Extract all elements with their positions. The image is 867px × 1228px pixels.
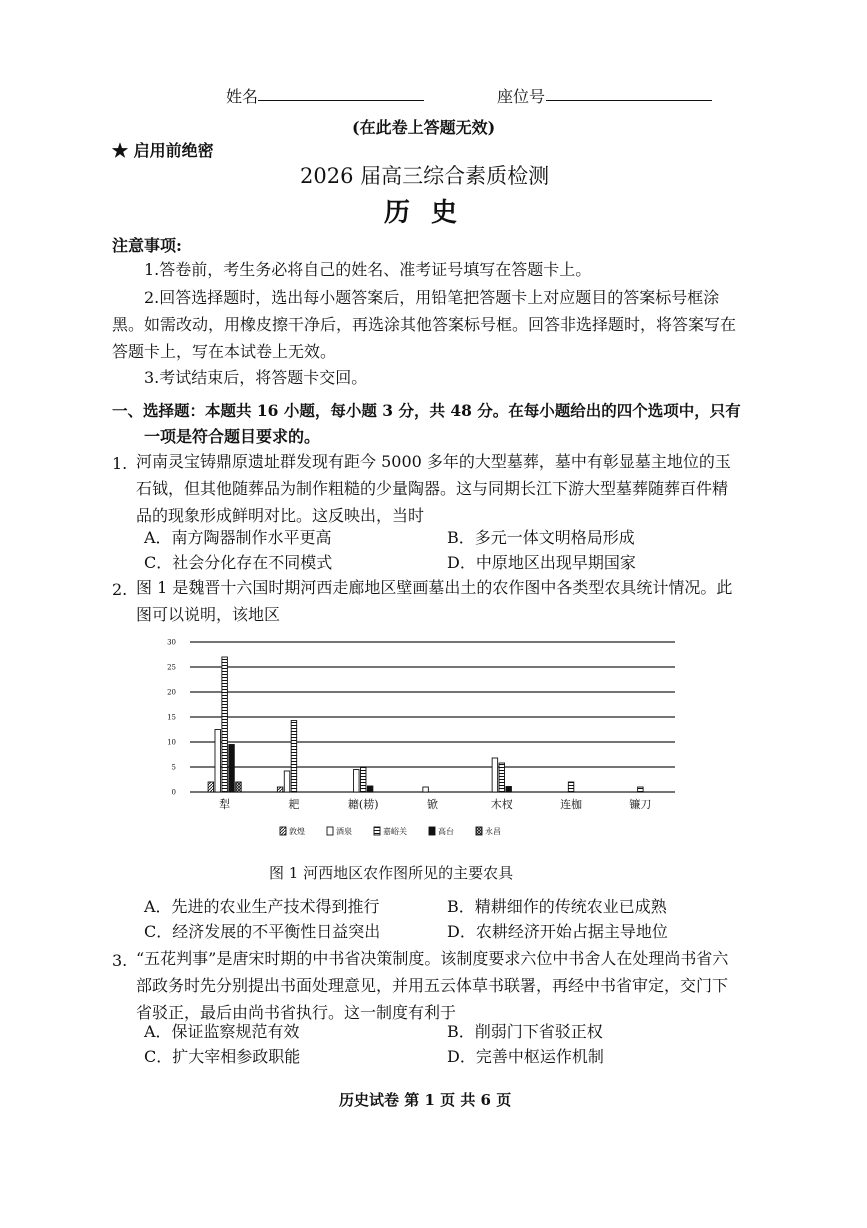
secret-label: ★ 启用前绝密 (112, 141, 214, 160)
legend-swatch (280, 827, 286, 835)
question-2-option-d: D．农耕经济开始占据主导地位 (447, 922, 668, 941)
bar-酒泉 (354, 770, 360, 793)
x-tick-label: 锨 (427, 798, 438, 811)
question-2-stem: 图 1 是魏晋十六国时期河西走廊地区壁画墓出土的农作图中各类型农具统计情况。此图可以说明，该地区 (136, 578, 733, 624)
question-1-option-a: A．南方陶器制作水平更高 (144, 528, 332, 547)
question-1-stem: 河南灵宝铸鼎原遗址群发现有距今 5000 多年的大型墓葬，墓中有彰显墓主地位的玉石钺，但其他随葬品为制作粗糙的少量陶器。这与同期长江下游大型墓葬随葬百件精品的现象形成鲜明对比。这反映出，当时 (136, 452, 731, 525)
seat-field[interactable] (546, 100, 712, 101)
bar-高台 (367, 786, 373, 792)
y-tick-label: 10 (167, 738, 176, 747)
bar-敦煌 (277, 787, 283, 792)
notes-heading: 注意事项: (112, 236, 182, 255)
y-tick-label: 20 (167, 688, 176, 697)
bar-嘉峪关 (638, 787, 644, 792)
invalid-note: (在此卷上答题无效) (352, 118, 496, 137)
question-3-option-b: B．削弱门下省驳正权 (447, 1022, 603, 1041)
x-tick-label: 木杈 (490, 798, 513, 811)
name-label: 姓名 (226, 87, 259, 106)
question-1-option-d: D．中原地区出现早期国家 (447, 553, 636, 572)
bar-嘉峪关 (499, 763, 505, 792)
question-2-number: 2. (112, 580, 128, 599)
note-item-3: 3.考试结束后，将答题卡交回。 (144, 368, 368, 387)
x-tick-label: 耙 (288, 798, 300, 811)
bar-嘉峪关 (291, 721, 297, 793)
bar-高台 (229, 745, 235, 793)
seat-label: 座位号 (497, 87, 546, 106)
bar-嘉峪关 (568, 782, 574, 792)
bar-嘉峪关 (222, 657, 228, 792)
name-field[interactable] (258, 100, 424, 101)
question-3-option-d: D．完善中枢运作机制 (447, 1047, 604, 1066)
bar-酒泉 (423, 787, 429, 792)
farm-tools-bar-chart (140, 628, 700, 848)
question-3-stem: “五花判事”是唐宋时期的中书省决策制度。该制度要求六位中书舍人在处理尚书省六部政务时先分别提出书面处理意见，并用五云体草书联署，再经中书省审定，交门下省驳正，最后由尚书省执行。这一制度有利于 (136, 949, 729, 1022)
section-heading: 一、选择题：本题共 16 小题，每小题 3 分，共 48 分。在每小题给出的四个选项中，只有 (112, 401, 741, 420)
y-tick-label: 5 (171, 763, 176, 772)
legend-label: 酒泉 (336, 827, 352, 836)
legend-label: 高台 (438, 827, 454, 836)
y-tick-label: 30 (167, 638, 176, 647)
bar-敦煌 (208, 782, 214, 792)
page-footer: 历史试卷 第 1 页 共 6 页 (339, 1091, 512, 1109)
exam-title: 2026 届高三综合素质检测 (300, 164, 550, 188)
legend-swatch (374, 827, 380, 835)
bar-高台 (506, 787, 512, 793)
x-tick-label: 耱(耢) (347, 798, 379, 811)
question-2-option-a: A．先进的农业生产技术得到推行 (144, 897, 380, 916)
legend-label: 嘉峪关 (383, 827, 407, 836)
question-3-option-c: C．扩大宰相参政职能 (144, 1047, 301, 1066)
bar-嘉峪关 (360, 767, 366, 792)
subject-title: 历 史 (384, 198, 464, 228)
x-tick-label: 连枷 (560, 798, 583, 811)
bar-酒泉 (284, 771, 290, 792)
question-2-option-b: B．精耕细作的传统农业已成熟 (447, 897, 667, 916)
question-1-option-b: B．多元一体文明格局形成 (447, 528, 635, 547)
question-3-option-a: A．保证监察规范有效 (144, 1022, 300, 1041)
question-1-number: 1. (112, 454, 128, 473)
y-tick-label: 15 (167, 713, 176, 722)
x-tick-label: 犁 (219, 798, 231, 811)
question-3-number: 3. (112, 951, 128, 970)
y-tick-label: 25 (167, 663, 176, 672)
note-item-2: 2.回答选择题时，选出每小题答案后，用铅笔把答题卡上对应题目的答案标号框涂黑。如需改动，用橡皮擦干净后，再选涂其他答案标号框。回答非选择题时，将答案写在答题卡上，写在本试卷上无效。 (112, 288, 737, 361)
note-item-1: 1.答卷前，考生务必将自己的姓名、准考证号填写在答题卡上。 (144, 260, 592, 279)
question-2-option-c: C．经济发展的不平衡性日益突出 (144, 922, 381, 941)
bar-酒泉 (492, 758, 498, 792)
legend-label: 敦煌 (289, 827, 305, 836)
bar-永昌 (236, 782, 242, 792)
x-tick-label: 镰刀 (629, 798, 652, 811)
section-heading-cont: 一项是符合题目要求的。 (144, 427, 321, 446)
chart-caption: 图 1 河西地区农作图所见的主要农具 (269, 864, 514, 882)
legend-swatch (327, 827, 333, 835)
y-tick-label: 0 (171, 788, 176, 797)
legend-swatch (476, 827, 482, 835)
bar-酒泉 (215, 730, 221, 793)
question-1-option-c: C．社会分化存在不同模式 (144, 553, 333, 572)
legend-swatch (429, 827, 435, 835)
legend-label: 永昌 (485, 827, 501, 836)
